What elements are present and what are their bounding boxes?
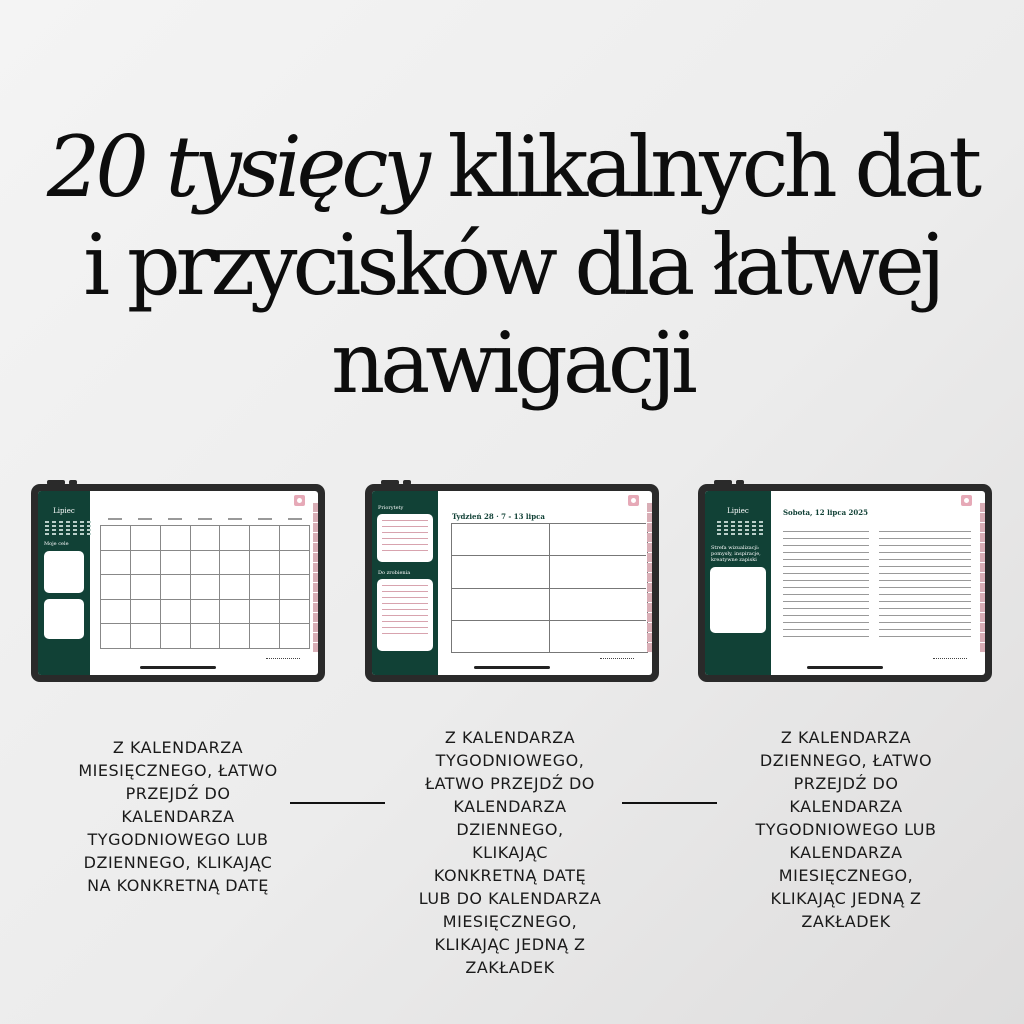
priorities-card <box>377 514 433 562</box>
tablet-button <box>714 480 732 485</box>
headline <box>0 118 1024 412</box>
monthly-mini-calendar <box>38 515 90 535</box>
visualization-card <box>710 567 766 633</box>
monthly-side-title: Lipiec <box>53 507 75 515</box>
week-title: Tydzień 28 · 7 - 13 lipca <box>452 512 545 521</box>
caption-daily: Z KALENDARZA DZIENNEGO, ŁATWO PRZEJDŹ DO KALENDARZA TYGODNIOWEGO LUB KALENDARZA MIESIĘCZNEGO, KLIKAJĄC JEDNĄ Z ZAKŁADEK <box>755 728 937 931</box>
tablet-button <box>381 480 399 485</box>
caption-weekly: Z KALENDARZA TYGODNIOWEGO, ŁATWO PRZEJDŹ DO KALENDARZA DZIENNEGO, KLIKAJĄC KONKRETNĄ DATĘ LUB DO KALENDARZA MIESIĘCZNEGO, KLIKAJĄC JEDNĄ Z ZAKŁADEK <box>418 728 602 977</box>
todo-label: Do zrobienia <box>378 570 411 576</box>
month-tabs <box>979 503 985 652</box>
home-indicator <box>140 666 216 669</box>
headline-italic: 20 tysięcy <box>46 118 426 216</box>
daily-sidebar <box>705 491 771 675</box>
weekday-headers <box>100 518 310 520</box>
goal-card <box>44 599 84 639</box>
home-indicator <box>807 666 883 669</box>
tablet-button <box>47 480 65 485</box>
daily-mini-calendar <box>705 515 771 535</box>
tablet-weekly-mockup <box>365 484 659 682</box>
home-icon <box>294 495 305 506</box>
tablet-button <box>736 480 744 485</box>
month-tabs <box>312 503 318 652</box>
monthly-side-subtitle: Moje cele <box>44 541 69 547</box>
month-tabs <box>646 503 652 652</box>
caption-monthly: Z KALENDARZA MIESIĘCZNEGO, ŁATWO PRZEJDŹ DO KALENDARZA TYGODNIOWEGO LUB DZIENNEGO, KLIKAJĄC NA KONKRETNĄ DATĘ <box>78 738 278 895</box>
day-title: Sobota, 12 lipca 2025 <box>783 508 869 517</box>
signature-mark <box>933 656 967 659</box>
visualization-zone-text: Strefa wizualizacji: pomysły, inspiracje, kreatywne zapiski <box>711 545 761 563</box>
tablet-button <box>403 480 411 485</box>
connector-line <box>290 802 385 804</box>
monthly-screen <box>38 491 318 675</box>
tablet-daily-mockup <box>698 484 992 682</box>
headline-line-3: nawigacji <box>331 314 693 412</box>
daily-side-title: Lipiec <box>727 507 749 515</box>
todo-card <box>377 579 433 651</box>
weekly-screen <box>372 491 652 675</box>
priorities-label: Priorytety <box>378 505 404 511</box>
daily-screen <box>705 491 985 675</box>
monthly-sidebar <box>38 491 90 675</box>
day-schedule-column <box>879 531 971 643</box>
headline-line-1 <box>0 118 1024 216</box>
goal-card <box>44 551 84 593</box>
home-indicator <box>474 666 550 669</box>
headline-line-2: i przycisków dla łatwej <box>83 216 941 314</box>
tablet-button <box>69 480 77 485</box>
month-grid <box>100 525 310 649</box>
home-icon <box>961 495 972 506</box>
signature-mark <box>266 656 300 659</box>
week-grid <box>451 523 648 653</box>
weekly-sidebar <box>372 491 438 675</box>
day-left-column <box>783 531 869 643</box>
connector-line <box>622 802 717 804</box>
signature-mark <box>600 656 634 659</box>
home-icon <box>628 495 639 506</box>
tablet-monthly-mockup <box>31 484 325 682</box>
headline-line-1-rest: klikalnych dat <box>425 118 978 216</box>
